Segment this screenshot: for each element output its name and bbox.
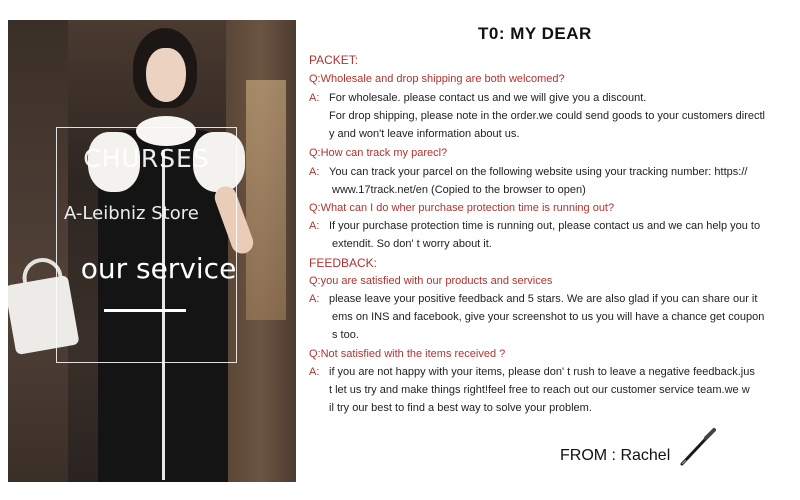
answer-marker: A: (309, 92, 320, 104)
answer-marker: A: (309, 366, 320, 378)
service-heading: our service (80, 252, 237, 285)
question-tracking: Q:How can track my parecl? (309, 147, 448, 159)
answer-line: www.17track.net/en (Copied to the browser to open) (332, 184, 586, 196)
answer-line: please leave your positive feedback and 5 stars. We are also glad if you can share our it (329, 293, 758, 305)
answer-line: If your purchase protection time is running out, please contact us and we can help you to (329, 220, 761, 232)
answer-line: For drop shipping, please note in the order.we could send goods to your customers directl (329, 110, 765, 122)
answer-marker: A: (309, 220, 320, 232)
question-protection: Q:What can I do wher purchase protection time is running out? (309, 202, 615, 214)
signature-from: FROM : Rachel (560, 447, 671, 464)
photo-background-light (246, 80, 286, 320)
answer-line: For wholesale. please contact us and we will give you a discount. (329, 92, 647, 104)
question-satisfied: Q:you are satisfied with our products and services (309, 275, 553, 287)
model-face (146, 48, 186, 102)
answer-line: il try our best to find a best way to solve your problem. (329, 402, 592, 414)
brand-name: CHURSES (83, 144, 210, 173)
packet-heading: PACKET: (309, 53, 359, 67)
letter-title: T0: MY DEAR (478, 24, 592, 43)
answer-line: y and won't leave information about us. (329, 128, 520, 140)
question-wholesale: Q:Wholesale and drop shipping are both welcomed? (309, 73, 565, 85)
answer-marker: A: (309, 293, 320, 305)
answer-marker: A: (309, 166, 320, 178)
service-underline (104, 309, 186, 312)
pen-icon (676, 424, 720, 468)
answer-line: s too. (332, 329, 359, 341)
store-name: A-Leibniz Store (64, 203, 199, 224)
feedback-heading: FEEDBACK: (309, 256, 378, 270)
answer-line: You can track your parcel on the following website using your tracking number: https:// (329, 166, 748, 178)
answer-line: extendit. So don' t worry about it. (332, 238, 492, 250)
question-not-satisfied: Q:Not satisfied with the items received ? (309, 348, 506, 360)
answer-line: t let us try and make things right!feel free to reach out our customer service team.we w (329, 384, 750, 396)
answer-line: if you are not happy with your items, please don' t rush to leave a negative feedback.jus (329, 366, 755, 378)
product-photo (8, 20, 296, 482)
answer-line: ems on INS and facebook, give your screenshot to us you will have a chance get coupon (332, 311, 765, 323)
